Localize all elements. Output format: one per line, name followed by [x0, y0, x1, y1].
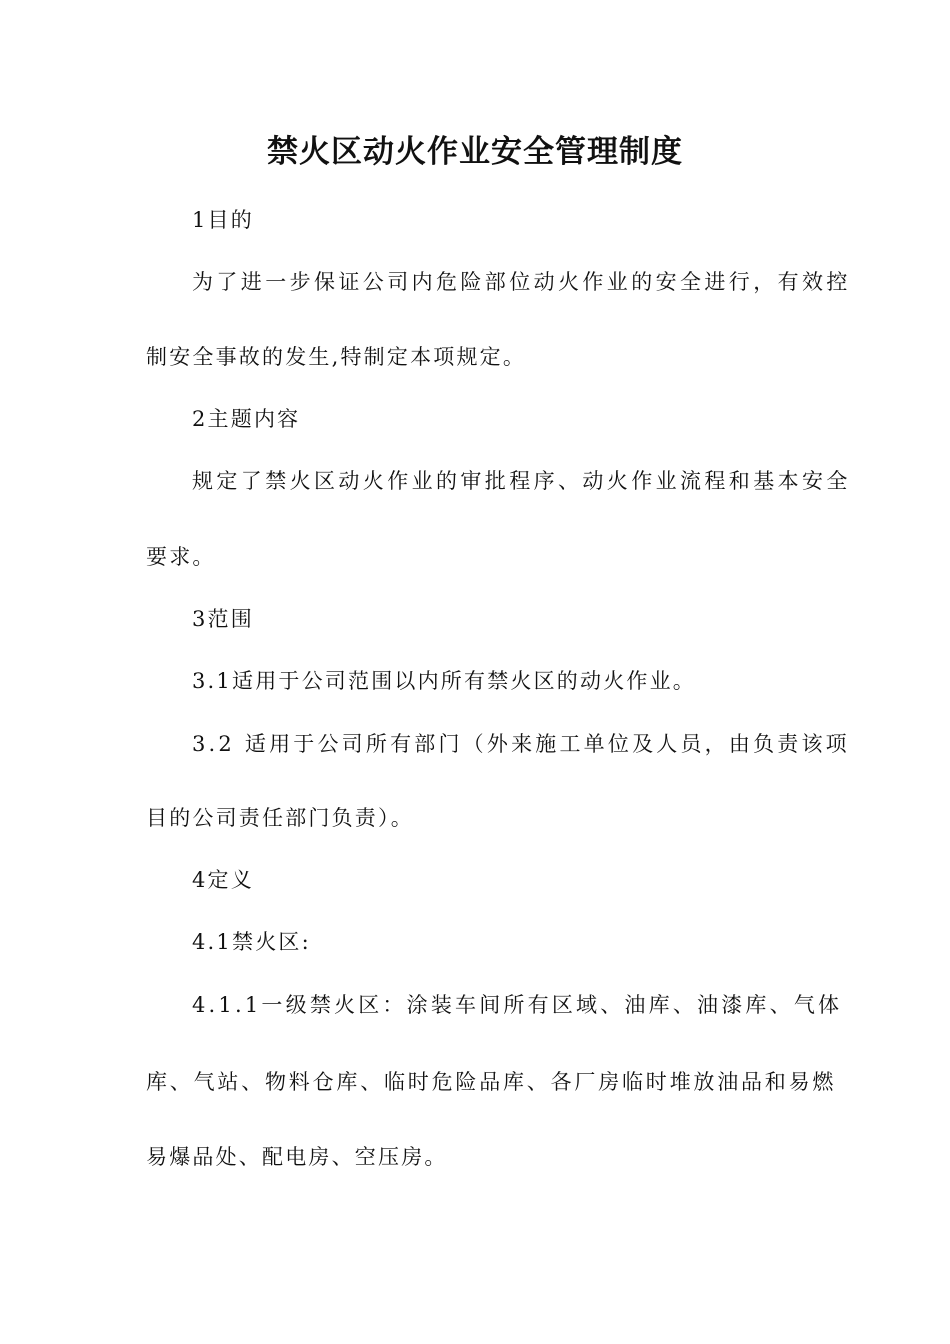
paragraph-line: 规定了禁火区动火作业的审批程序、动火作业流程和基本安全 — [192, 469, 851, 493]
paragraph-line: 为了进一步保证公司内危险部位动火作业的安全进行，有效控 — [192, 270, 851, 294]
paragraph-line: 要求。 — [146, 545, 216, 569]
section-heading-content: 2主题内容 — [192, 407, 301, 431]
subsection-heading: 4.1禁火区: — [192, 930, 311, 954]
paragraph-line: 3.2 适用于公司所有部门（外来施工单位及人员，由负责该项 — [192, 732, 850, 756]
section-heading-definition: 4定义 — [192, 868, 254, 892]
paragraph-line: 目的公司责任部门负责）。 — [146, 806, 414, 830]
section-heading-purpose: 1目的 — [192, 208, 254, 232]
paragraph-line: 制安全事故的发生,特制定本项规定。 — [146, 345, 527, 369]
section-heading-scope: 3范围 — [192, 607, 254, 631]
paragraph-line: 库、气站、物料仓库、临时危险品库、各厂房临时堆放油品和易燃 — [146, 1070, 837, 1094]
document-title: 禁火区动火作业安全管理制度 — [267, 134, 683, 170]
paragraph-line: 4.1.1一级禁火区：涂装车间所有区域、油库、油漆库、气体 — [192, 993, 843, 1017]
paragraph-line: 3.1适用于公司范围以内所有禁火区的动火作业。 — [192, 669, 696, 693]
paragraph-line: 易爆品处、配电房、空压房。 — [146, 1145, 448, 1169]
